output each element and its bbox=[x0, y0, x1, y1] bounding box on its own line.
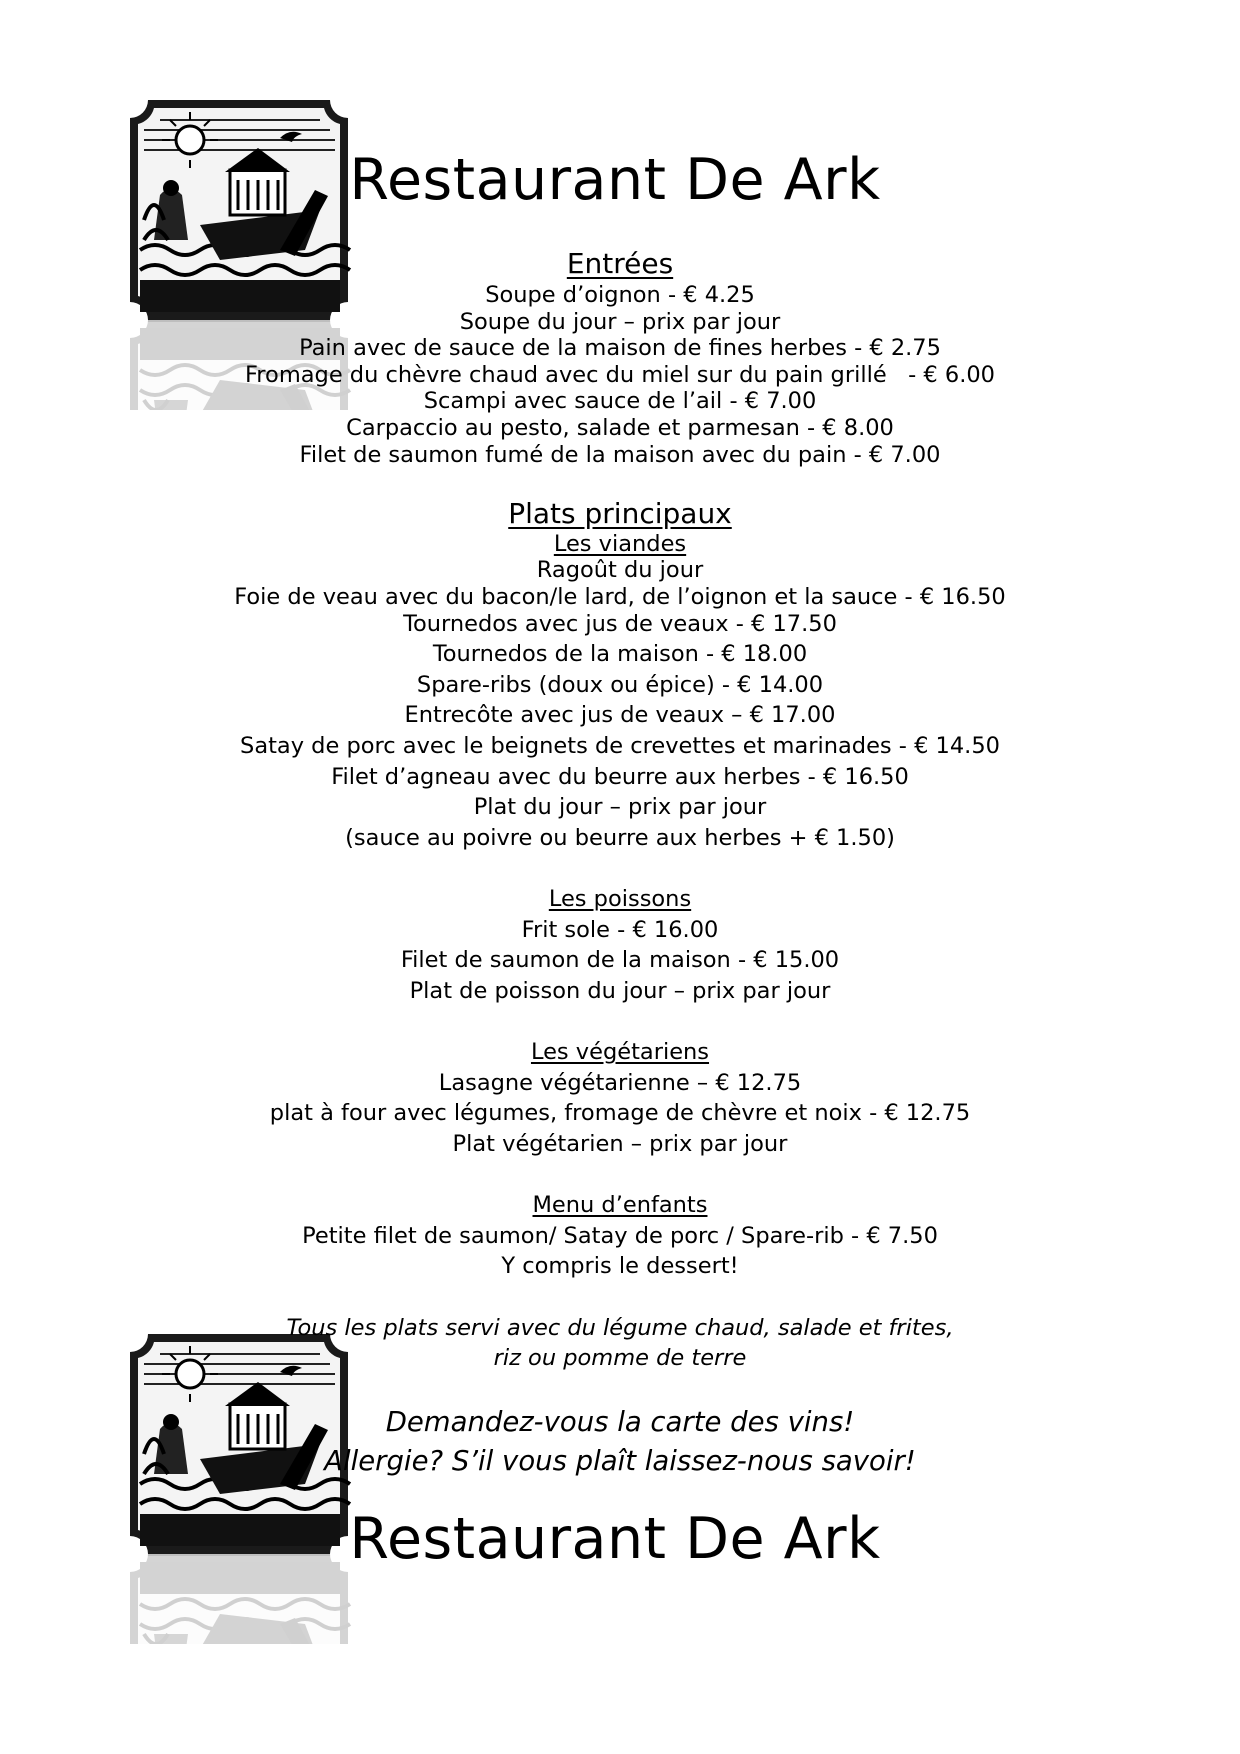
viande-item: Tournedos de la maison - € 18.00 bbox=[432, 641, 808, 667]
viande-item: Satay de porc avec le beignets de crevettes et marinades - € 14.50 bbox=[240, 733, 1000, 759]
viande-item: (sauce au poivre ou beurre aux herbes + € 1.50) bbox=[345, 825, 895, 851]
poisson-item: Frit sole - € 16.00 bbox=[521, 917, 719, 943]
enfant-item: Petite filet de saumon/ Satay de porc / Spare-rib - € 7.50 bbox=[302, 1223, 938, 1249]
viande-item: Tournedos avec jus de veaux - € 17.50 bbox=[403, 611, 837, 637]
poisson-item: Plat de poisson du jour – prix par jour bbox=[409, 978, 831, 1004]
served-note-line2: riz ou pomme de terre bbox=[493, 1345, 747, 1371]
poisson-item: Filet de saumon de la maison - € 15.00 bbox=[400, 947, 840, 973]
entree-item: Scampi avec sauce de l’ail - € 7.00 bbox=[423, 388, 817, 414]
ark-logo-bottom-icon bbox=[124, 1334, 354, 1644]
served-note-line1: Tous les plats servi avec du légume chaud, salade et frites, bbox=[286, 1315, 954, 1341]
entree-item: Filet de saumon fumé de la maison avec du pain - € 7.00 bbox=[299, 442, 941, 468]
viande-item: Entrecôte avec jus de veaux – € 17.00 bbox=[404, 702, 836, 728]
poissons-heading: Les poissons bbox=[548, 886, 692, 912]
entree-item: Soupe d’oignon - € 4.25 bbox=[485, 282, 755, 308]
enfant-item: Y compris le dessert! bbox=[501, 1253, 739, 1279]
viande-item: Spare-ribs (doux ou épice) - € 14.00 bbox=[416, 672, 824, 698]
restaurant-title-top: Restaurant De Ark bbox=[349, 147, 881, 213]
allergy-note: Allergie? S’il vous plaît laissez-nous savoir! bbox=[324, 1445, 916, 1477]
vegetarien-item: Plat végétarien – prix par jour bbox=[452, 1131, 788, 1157]
vegetariens-heading: Les végétariens bbox=[530, 1039, 710, 1065]
viande-item: Filet d’agneau avec du beurre aux herbes - € 16.50 bbox=[331, 764, 909, 790]
viandes-heading: Les viandes bbox=[553, 531, 687, 557]
wine-note: Demandez-vous la carte des vins! bbox=[385, 1406, 855, 1438]
vegetarien-item: Lasagne végétarienne – € 12.75 bbox=[438, 1070, 802, 1096]
viande-item: Ragoût du jour bbox=[536, 557, 704, 583]
entrees-heading: Entrées bbox=[566, 247, 674, 280]
restaurant-title-bottom: Restaurant De Ark bbox=[349, 1506, 881, 1572]
viande-item: Plat du jour – prix par jour bbox=[473, 794, 767, 820]
plats-heading: Plats principaux bbox=[508, 497, 732, 530]
enfants-heading: Menu d’enfants bbox=[532, 1192, 708, 1218]
entree-item: Soupe du jour – prix par jour bbox=[459, 309, 781, 335]
entree-item: Fromage du chèvre chaud avec du miel sur du pain grillé - € 6.00 bbox=[245, 362, 995, 388]
entree-item: Pain avec de sauce de la maison de fines herbes - € 2.75 bbox=[299, 335, 941, 361]
entree-item: Carpaccio au pesto, salade et parmesan - € 8.00 bbox=[346, 415, 894, 441]
vegetarien-item: plat à four avec légumes, fromage de chèvre et noix - € 12.75 bbox=[269, 1100, 971, 1126]
viande-item: Foie de veau avec du bacon/le lard, de l’oignon et la sauce - € 16.50 bbox=[234, 584, 1006, 610]
